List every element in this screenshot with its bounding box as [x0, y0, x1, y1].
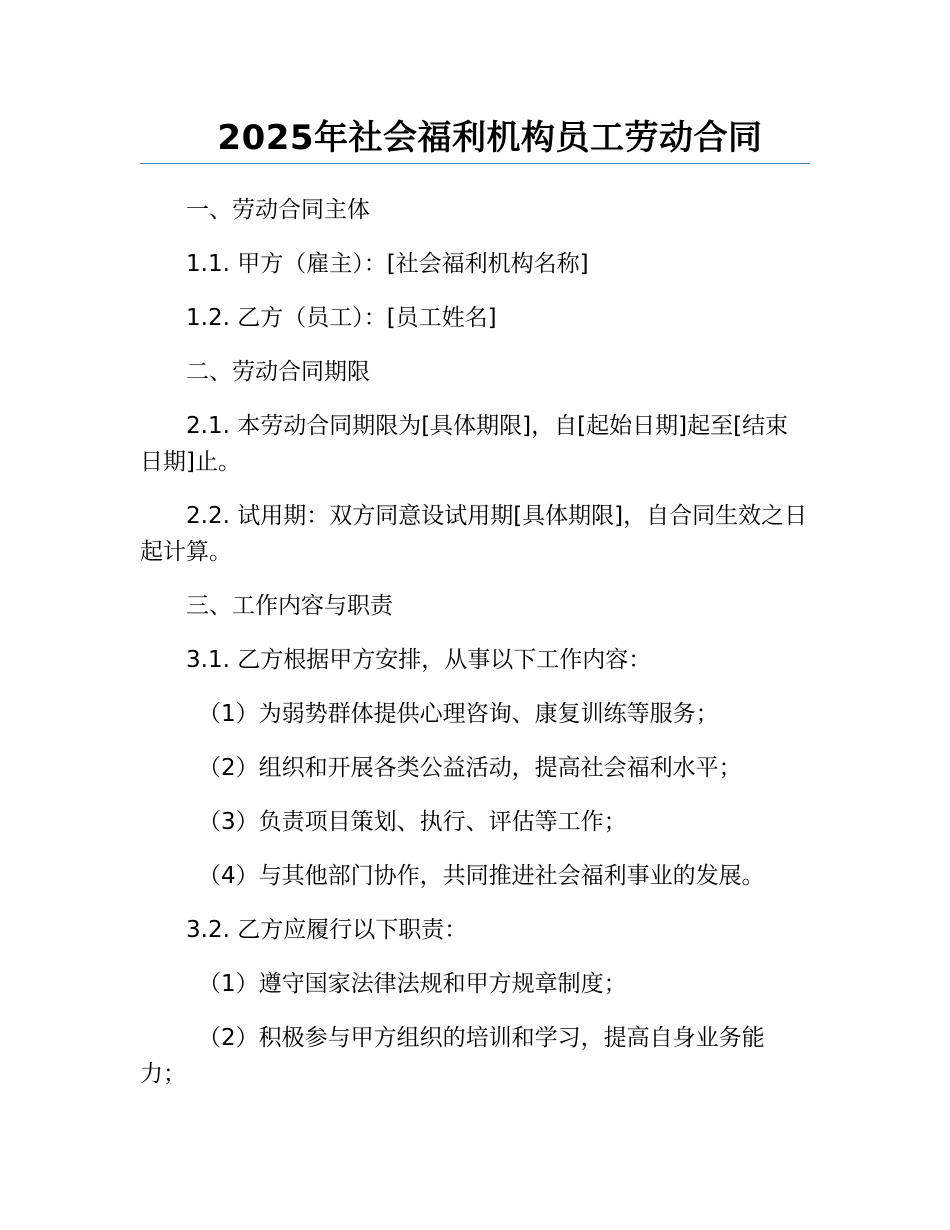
clause-paragraph: 1.1. 甲方（雇主）：[社会福利机构名称] [186, 251, 589, 277]
clause-paragraph: 3.2. 乙方应履行以下职责： [186, 917, 468, 943]
list-item: （4）与其他部门协作，共同推进社会福利事业的发展。 [198, 863, 765, 889]
clause-paragraph: 2.1. 本劳动合同期限为[具体期限]，自[起始日期]起至[结束日期]止。 [140, 413, 789, 475]
section-heading: 二、劳动合同期限 [186, 359, 370, 385]
clause-paragraph: 2.2. 试用期：双方同意设试用期[具体期限]，自合同生效之日起计算。 [140, 503, 808, 565]
list-item: （1）为弱势群体提供心理咨询、康复训练等服务； [198, 701, 719, 727]
title-underline [140, 163, 810, 164]
list-item: （1）遵守国家法律法规和甲方规章制度； [198, 971, 627, 997]
list-item: （3）负责项目策划、执行、评估等工作； [198, 809, 627, 835]
section-heading: 三、工作内容与职责 [186, 593, 393, 619]
clause-paragraph: 1.2. 乙方（员工）：[员工姓名] [186, 305, 497, 331]
document-body [140, 192, 810, 1110]
clause-paragraph: 3.1. 乙方根据甲方安排，从事以下工作内容： [186, 647, 652, 673]
list-item: （2）积极参与甲方组织的培训和学习，提高自身业务能力； [140, 1025, 765, 1087]
list-item: （2）组织和开展各类公益活动，提高社会福利水平； [198, 755, 742, 781]
section-heading: 一、劳动合同主体 [186, 197, 370, 223]
document-title: 2025年社会福利机构员工劳动合同 [217, 118, 763, 158]
